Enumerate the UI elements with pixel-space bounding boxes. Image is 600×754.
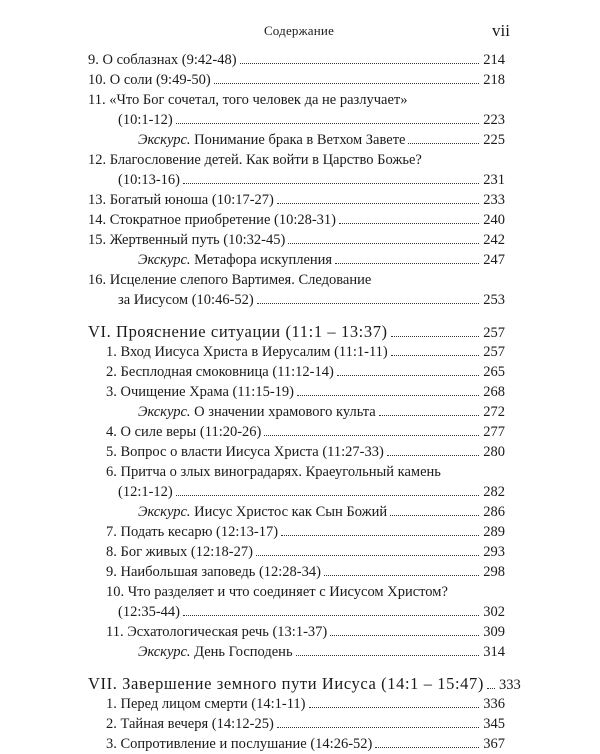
toc-entry[interactable]: (12:1-12) 282	[118, 484, 505, 500]
toc-entry[interactable]: 2. Бесплодная смоковница (11:12-14) 265	[106, 364, 505, 380]
toc-entry-first-line: 16. Исцеление слепого Вартимея. Следование	[88, 272, 372, 288]
toc-entry[interactable]: 8. Бог живых (12:18-27) 293	[106, 544, 505, 560]
toc-entry[interactable]: 5. Вопрос о власти Иисуса Христа (11:27-33) 280	[106, 444, 505, 460]
toc-entry[interactable]: (10:13-16) 231	[118, 172, 505, 188]
toc-excursus[interactable]: Экскурс. Метафора искупления 247	[138, 252, 505, 268]
toc-entry[interactable]: 3. Очищение Храма (11:15-19) 268	[106, 384, 505, 400]
toc-entry-first-line: 12. Благословение детей. Как войти в Царство Божье?	[88, 152, 422, 168]
toc-entry[interactable]: 9. Наибольшая заповедь (12:28-34) 298	[106, 564, 505, 580]
toc-part-heading[interactable]: VII. Завершение земного пути Иисуса (14:1 – 15:47) 333	[88, 674, 521, 693]
toc-excursus[interactable]: Экскурс. О значении храмового культа 272	[138, 404, 505, 420]
toc-entry-first-line: 6. Притча о злых виноградарях. Краеугольный камень	[106, 464, 441, 480]
toc-entry-first-line: 11. «Что Бог сочетал, того человек да не разлучает»	[88, 92, 408, 108]
toc-entry[interactable]: 7. Подать кесарю (12:13-17) 289	[106, 524, 505, 540]
toc-entry[interactable]: 1. Вход Иисуса Христа в Иерусалим (11:1-11) 257	[106, 344, 505, 360]
toc-entry[interactable]: 13. Богатый юноша (10:17-27) 233	[88, 192, 505, 208]
toc-entry[interactable]: (10:1-12) 223	[118, 112, 505, 128]
toc-entry[interactable]: 14. Стократное приобретение (10:28-31) 240	[88, 212, 505, 228]
running-title: Содержание	[263, 23, 335, 38]
toc-entry[interactable]: 3. Сопротивление и послушание (14:26-52) 367	[106, 736, 505, 752]
table-of-contents	[88, 50, 521, 754]
toc-entry[interactable]: 10. О соли (9:49-50) 218	[88, 72, 505, 88]
toc-part-heading[interactable]: VI. Прояснение ситуации (11:1 – 13:37) 257	[88, 322, 505, 341]
toc-entry[interactable]: 9. О соблазнах (9:42-48) 214	[88, 52, 505, 68]
page-header	[88, 23, 510, 43]
toc-entry[interactable]: (12:35-44) 302	[118, 604, 505, 620]
toc-entry-first-line: 10. Что разделяет и что соединяет с Иисусом Христом?	[106, 584, 448, 600]
toc-entry[interactable]: 1. Перед лицом смерти (14:1-11) 336	[106, 696, 505, 712]
toc-entry[interactable]: 11. Эсхатологическая речь (13:1-37) 309	[106, 624, 505, 640]
toc-excursus[interactable]: Экскурс. Понимание брака в Ветхом Завете 225	[138, 132, 505, 148]
toc-entry[interactable]: за Иисусом (10:46-52) 253	[118, 292, 505, 308]
toc-entry[interactable]: 15. Жертвенный путь (10:32-45) 242	[88, 232, 505, 248]
page-number: vii	[492, 21, 510, 40]
toc-excursus[interactable]: Экскурс. День Господень 314	[138, 644, 505, 660]
toc-entry[interactable]: 2. Тайная вечеря (14:12-25) 345	[106, 716, 505, 732]
toc-entry[interactable]: 4. О силе веры (11:20-26) 277	[106, 424, 505, 440]
toc-excursus[interactable]: Экскурс. Иисус Христос как Сын Божий 286	[138, 504, 505, 520]
